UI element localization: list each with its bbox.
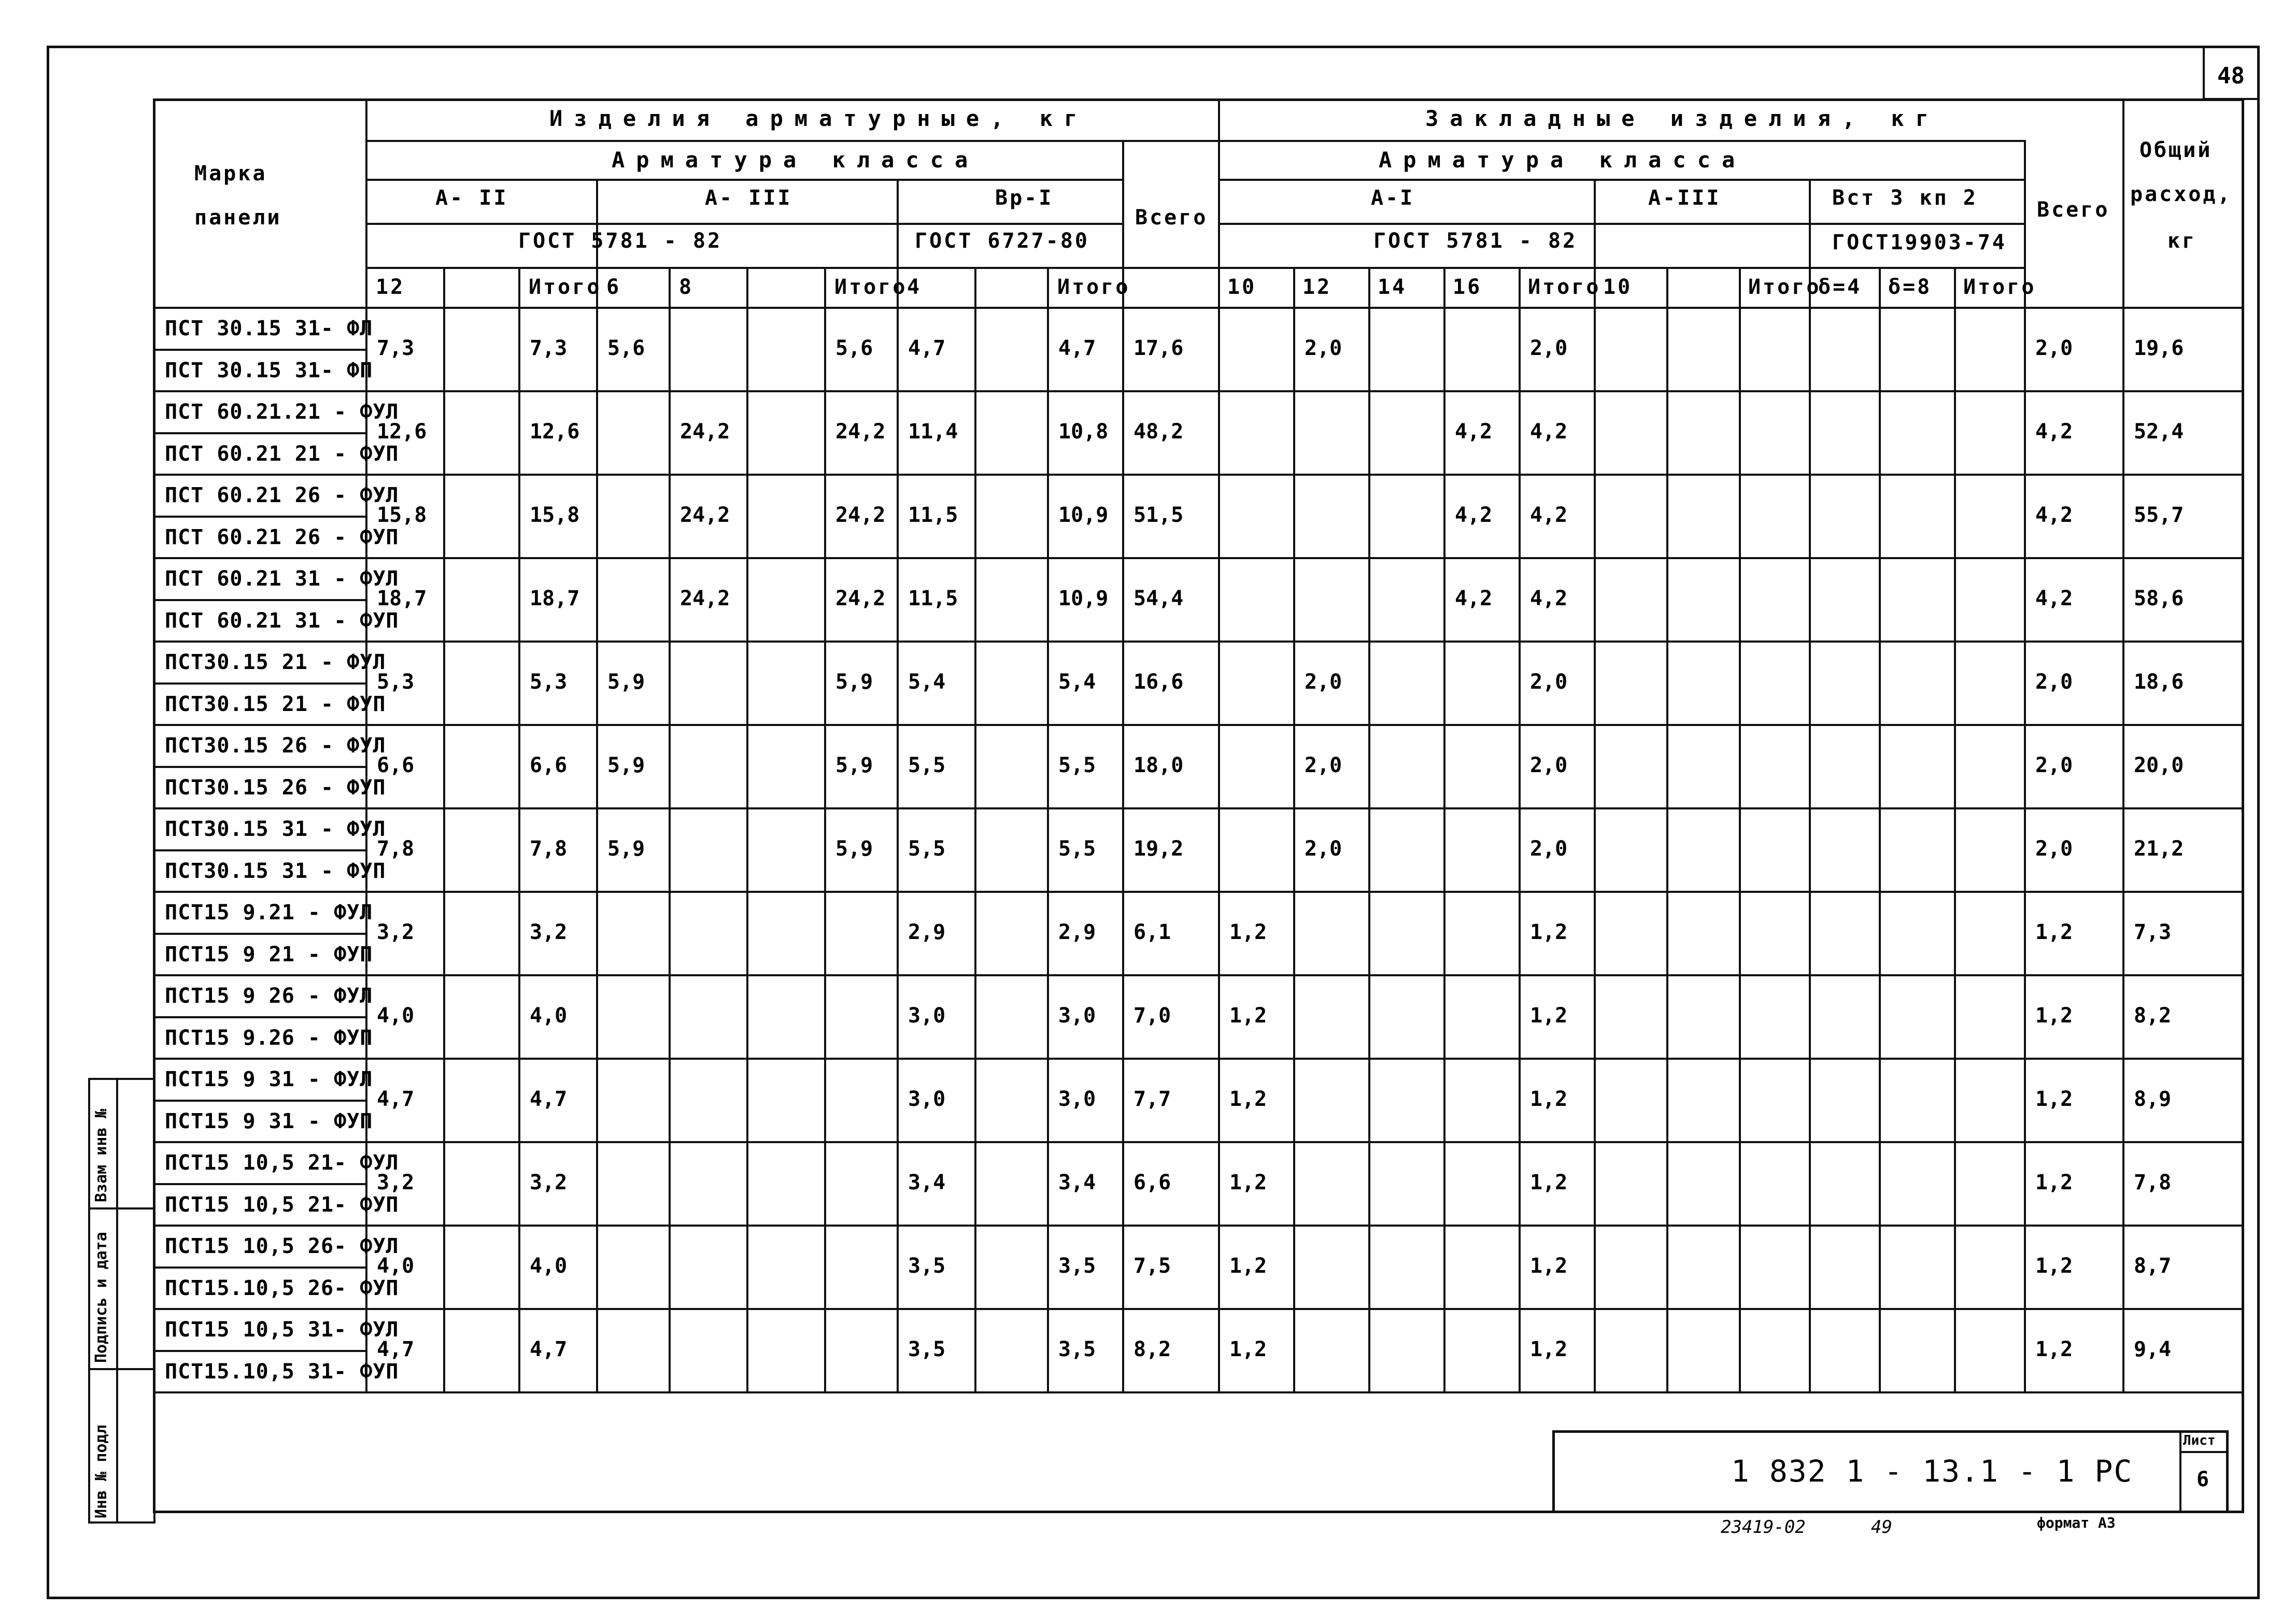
panel-mark: ПСТ 60.21 21 - ФУП (165, 442, 399, 466)
table-cell: 1,2 (2035, 1171, 2073, 1194)
table-cell: 1,2 (1530, 920, 1568, 944)
header-line (365, 179, 1122, 181)
mark-split-line (153, 1016, 365, 1018)
table-cell: 1,2 (2035, 920, 2073, 944)
mark-split-line (153, 1100, 365, 1102)
table-cell: 5,9 (835, 837, 873, 861)
table-cell: 1,2 (1530, 1087, 1568, 1111)
table-cell: 54,4 (1133, 587, 1184, 610)
side-label-replace: Взам инв № (92, 1108, 110, 1202)
header-class: А- III (705, 186, 792, 210)
table-cell: 11,4 (908, 420, 958, 444)
table-cell: 5,5 (1058, 837, 1096, 861)
table-cell: 6,1 (1133, 920, 1171, 944)
table-cell: 4,2 (1455, 587, 1493, 610)
row-line (153, 724, 2244, 726)
mark-split-line (153, 766, 365, 768)
mark-split-line (153, 1350, 365, 1352)
table-cell: 5,9 (607, 753, 645, 777)
row-line (153, 1058, 2244, 1060)
table-cell: 4,7 (377, 1087, 415, 1111)
row-line (153, 1225, 2244, 1227)
table-cell: 5,4 (1058, 670, 1096, 694)
table-cell: 24,2 (680, 587, 730, 610)
side-divider (88, 1368, 155, 1370)
header-subcolumn: Итого (1963, 275, 2036, 299)
panel-mark: ПСТ15 10,5 21- ФУП (165, 1192, 399, 1217)
mark-split-line (153, 516, 365, 518)
grid-line (669, 267, 671, 1391)
panel-mark: ПСТ 60.21 31 - ФУП (165, 608, 399, 633)
table-cell: 19,2 (1133, 837, 1184, 861)
header-reinf-class: Арматура класса (612, 147, 980, 173)
header-subcolumn: 12 (376, 275, 405, 299)
table-cell: 4,7 (908, 336, 946, 360)
header-gost: ГОСТ 5781 - 82 (518, 229, 722, 253)
header-subcolumn: 8 (679, 275, 694, 299)
panel-mark: ПСТ15 9.26 - ФУП (165, 1026, 373, 1050)
mark-split-line (153, 1267, 365, 1269)
table-cell: 21,2 (2134, 837, 2184, 861)
table-cell: 18,7 (377, 587, 427, 610)
table-cell: 2,0 (1530, 753, 1568, 777)
table-cell: 1,2 (1229, 1087, 1267, 1111)
table-cell: 4,2 (2035, 587, 2073, 610)
header-class: Вр-I (995, 186, 1054, 210)
panel-mark: ПСТ15 9 31 - ФУП (165, 1109, 373, 1133)
header-gost: ГОСТ 5781 - 82 (1373, 229, 1578, 253)
table-cell: 3,0 (1058, 1004, 1096, 1028)
table-cell: 52,4 (2134, 420, 2184, 444)
header-subcolumn: 14 (1378, 275, 1407, 299)
table-cell: 18,7 (530, 587, 580, 610)
table-cell: 4,7 (530, 1337, 568, 1361)
panel-mark: ПСТ15 10,5 31- ФУЛ (165, 1318, 399, 1342)
table-cell: 2,0 (1305, 336, 1342, 360)
table-cell: 5,9 (835, 670, 873, 694)
grid-line (518, 267, 520, 1391)
table-cell: 4,0 (377, 1004, 415, 1028)
table-cell: 16,6 (1133, 670, 1184, 694)
table-cell: 2,0 (1530, 670, 1568, 694)
grid-line (596, 179, 598, 1391)
table-cell: 20,0 (2134, 753, 2184, 777)
panel-mark: ПСТ15 9 26 - ФУЛ (165, 984, 373, 1008)
header-mark: панели (194, 206, 282, 230)
grid-line (1594, 179, 1596, 1391)
table-cell: 3,5 (908, 1254, 946, 1278)
table-cell: 1,2 (1229, 920, 1267, 944)
table-cell: 18,6 (2134, 670, 2184, 694)
panel-mark: ПСТ 60.21.21 - ФУЛ (165, 400, 399, 424)
table-cell: 24,2 (835, 587, 886, 610)
header-subcolumn: 10 (1603, 275, 1633, 299)
table-cell: 7,7 (1133, 1087, 1171, 1111)
header-subcolumn: Итого (1528, 275, 1601, 299)
grid-line (1954, 267, 1956, 1391)
panel-mark: ПСТ15.10,5 31- ФУП (165, 1359, 399, 1384)
table-cell: 2,9 (1058, 920, 1096, 944)
header-subcolumn: 16 (1453, 275, 1482, 299)
table-cell: 3,2 (530, 1171, 568, 1194)
table-cell: 7,3 (530, 336, 568, 360)
table-cell: 5,5 (1058, 753, 1096, 777)
table-cell: 2,0 (2035, 837, 2073, 861)
sheet-label: Лист (2183, 1433, 2216, 1448)
header-vsego: Всего (1135, 206, 1208, 230)
table-cell: 7,5 (1133, 1254, 1171, 1278)
table-cell: 51,5 (1133, 503, 1184, 527)
table-cell: 15,8 (530, 503, 580, 527)
header-subcolumn: Итого (1748, 275, 1821, 299)
table-cell: 7,8 (377, 837, 415, 861)
page-number: 48 (2217, 63, 2245, 89)
table-cell: 1,2 (1530, 1254, 1568, 1278)
mark-split-line (153, 933, 365, 935)
panel-mark: ПСТ15 9.21 - ФУЛ (165, 901, 373, 924)
table-cell: 4,2 (1530, 503, 1568, 527)
grid-line (1047, 267, 1049, 1391)
column-line (2122, 98, 2124, 1391)
side-divider (116, 1078, 118, 1524)
header-mark: Марка (194, 162, 267, 186)
panel-mark: ПСТ30.15 26 - ФУП (165, 775, 386, 800)
table-cell: 2,0 (1305, 670, 1342, 694)
header-reinforcement-group: Изделия арматурные, кг (549, 106, 1089, 131)
row-line (153, 474, 2244, 476)
header-class: А- II (435, 186, 508, 210)
table-cell: 3,2 (377, 1171, 415, 1194)
table-cell: 24,2 (835, 420, 886, 444)
table-cell: 1,2 (1229, 1171, 1267, 1194)
table-cell: 8,7 (2134, 1254, 2172, 1278)
table-cell: 1,2 (1530, 1004, 1568, 1028)
header-gost: ГОСТ19903-74 (1832, 231, 2007, 254)
grid-line (1879, 267, 1881, 1391)
table-cell: 12,6 (377, 420, 427, 444)
table-cell: 4,7 (1058, 336, 1096, 360)
grid-line (746, 267, 748, 1391)
table-cell: 3,5 (908, 1337, 946, 1361)
table-cell: 4,2 (1530, 587, 1568, 610)
table-cell: 7,3 (2134, 920, 2172, 944)
grid-line (1666, 267, 1668, 1391)
table-cell: 5,9 (607, 837, 645, 861)
table-cell: 58,6 (2134, 587, 2184, 610)
table-cell: 6,6 (1133, 1171, 1171, 1194)
panel-mark: ПСТ 60.21 26 - ФУП (165, 525, 399, 549)
header-subcolumn: Итого (1057, 275, 1130, 299)
table-cell: 2,0 (1305, 753, 1342, 777)
side-label-signature: Подпись и дата (92, 1232, 110, 1363)
side-divider (88, 1207, 155, 1209)
table-cell: 2,0 (2035, 753, 2073, 777)
table-cell: 1,2 (1229, 1004, 1267, 1028)
table-cell: 17,6 (1133, 336, 1184, 360)
grid-line (443, 267, 445, 1391)
table-cell: 24,2 (835, 503, 886, 527)
row-line (153, 807, 2244, 809)
header-subcolumn: 6 (606, 275, 621, 299)
sheet-number: 6 (2196, 1468, 2209, 1491)
grid-line (824, 267, 826, 1391)
table-cell: 1,2 (1530, 1171, 1568, 1194)
table-cell: 10,9 (1058, 503, 1109, 527)
header-subcolumn: Итого (529, 275, 602, 299)
mark-split-line (153, 849, 365, 851)
table-cell: 2,0 (2035, 670, 2073, 694)
table-cell: 1,2 (2035, 1004, 2073, 1028)
mark-split-line (153, 432, 365, 434)
header-subcolumn: δ=4 (1818, 275, 1862, 299)
panel-mark: ПСТ30.15 26 - ФУЛ (165, 734, 386, 758)
table-border (153, 98, 2244, 1513)
table-cell: 5,6 (835, 336, 873, 360)
table-cell: 1,2 (1530, 1337, 1568, 1361)
table-cell: 12,6 (530, 420, 580, 444)
panel-mark: ПСТ15 10,5 21- ФУЛ (165, 1151, 399, 1175)
table-cell: 15,8 (377, 503, 427, 527)
table-cell: 2,0 (2035, 336, 2073, 360)
header-line (1218, 223, 2024, 225)
table-cell: 3,2 (377, 920, 415, 944)
panel-mark: ПСТ15 9 31 - ФУЛ (165, 1068, 373, 1091)
table-cell: 11,5 (908, 503, 958, 527)
table-cell: 48,2 (1133, 420, 1184, 444)
grid-line (1443, 267, 1445, 1391)
table-cell: 3,5 (1058, 1254, 1096, 1278)
row-line (153, 891, 2244, 893)
header-line (153, 307, 2244, 309)
table-cell: 6,6 (377, 753, 415, 777)
grid-line (974, 267, 976, 1391)
header-line (1218, 179, 2024, 181)
table-cell: 3,4 (908, 1171, 946, 1194)
table-cell: 4,0 (530, 1254, 568, 1278)
panel-mark: ПСТ15.10,5 26- ФУП (165, 1276, 399, 1300)
panel-mark: ПСТ30.15 31 - ФУЛ (165, 817, 386, 841)
table-cell: 24,2 (680, 503, 730, 527)
side-label-inventory: Инв № подл (92, 1425, 110, 1518)
panel-mark: ПСТ 60.21 31 - ФУЛ (165, 567, 399, 591)
body-bottom-line (153, 1391, 2244, 1393)
header-vsego: Всего (2037, 198, 2110, 222)
header-class: А-III (1648, 186, 1721, 210)
format-label: формат А3 (2037, 1514, 2116, 1531)
header-gost: ГОСТ 6727-80 (915, 229, 1089, 253)
table-cell: 5,3 (530, 670, 568, 694)
header-line (365, 140, 2024, 142)
header-total: кг (2167, 229, 2197, 253)
table-cell: 4,2 (1455, 420, 1493, 444)
table-cell: 3,0 (908, 1087, 946, 1111)
header-subcolumn: 10 (1227, 275, 1257, 299)
table-cell: 24,2 (680, 420, 730, 444)
table-cell: 5,3 (377, 670, 415, 694)
grid-line (1368, 267, 1370, 1391)
table-cell: 5,5 (908, 753, 946, 777)
table-cell: 2,0 (1305, 837, 1342, 861)
table-cell: 3,0 (1058, 1087, 1096, 1111)
table-cell: 1,2 (2035, 1337, 2073, 1361)
mark-split-line (153, 1183, 365, 1185)
table-cell: 8,2 (1133, 1337, 1171, 1361)
table-cell: 7,0 (1133, 1004, 1171, 1028)
table-cell: 18,0 (1133, 753, 1184, 777)
panel-mark: ПСТ15 9 21 - ФУП (165, 942, 373, 966)
table-cell: 1,2 (2035, 1087, 2073, 1111)
table-cell: 10,9 (1058, 587, 1109, 610)
grid-line (897, 179, 899, 1391)
table-cell: 5,9 (607, 670, 645, 694)
table-cell: 3,2 (530, 920, 568, 944)
mark-split-line (153, 349, 365, 351)
table-cell: 10,8 (1058, 420, 1109, 444)
table-cell: 5,4 (908, 670, 946, 694)
table-cell: 5,9 (835, 753, 873, 777)
table-cell: 4,2 (2035, 420, 2073, 444)
grid-line (1809, 179, 1811, 1391)
table-cell: 9,4 (2134, 1337, 2172, 1361)
column-line (2024, 140, 2026, 1391)
panel-mark: ПСТ30.15 21 - ФУЛ (165, 650, 386, 674)
row-line (153, 641, 2244, 643)
header-subcolumn: 4 (907, 275, 922, 299)
header-class: А-I (1371, 186, 1415, 210)
table-cell: 3,0 (908, 1004, 946, 1028)
panel-mark: ПСТ15 10,5 26- ФУЛ (165, 1234, 399, 1258)
document-code: 1 832 1 - 13.1 - 1 РС (1731, 1454, 2133, 1489)
table-cell: 1,2 (1229, 1337, 1267, 1361)
grid-line (1519, 267, 1521, 1391)
column-line (1218, 98, 1220, 1391)
row-line (153, 390, 2244, 392)
table-cell: 5,5 (908, 837, 946, 861)
header-total: Общий (2139, 138, 2213, 162)
panel-mark: ПСТ 30.15 31- ФЛ (165, 317, 373, 340)
table-cell: 4,2 (1530, 420, 1568, 444)
table-cell: 3,4 (1058, 1171, 1096, 1194)
table-cell: 8,9 (2134, 1087, 2172, 1111)
table-cell: 4,0 (530, 1004, 568, 1028)
table-cell: 2,0 (1530, 837, 1568, 861)
panel-mark: ПСТ 60.21 26 - ФУЛ (165, 483, 399, 507)
table-cell: 8,2 (2134, 1004, 2172, 1028)
row-line (153, 1308, 2244, 1310)
table-cell: 19,6 (2134, 336, 2184, 360)
table-cell: 55,7 (2134, 503, 2184, 527)
column-line (1122, 140, 1124, 1391)
panel-mark: ПСТ30.15 31 - ФУП (165, 859, 386, 883)
mark-split-line (153, 599, 365, 601)
row-line (153, 557, 2244, 559)
table-cell: 4,2 (2035, 503, 2073, 527)
archive-number: 23419-02 (1721, 1517, 1806, 1538)
header-total: расход, (2130, 182, 2232, 206)
mark-split-line (153, 682, 365, 685)
table-cell: 4,2 (1455, 503, 1493, 527)
table-cell: 1,2 (1229, 1254, 1267, 1278)
header-embedded-group: Закладные изделия, кг (1425, 106, 1940, 131)
table-cell: 11,5 (908, 587, 958, 610)
panel-mark: ПСТ30.15 21 - ФУП (165, 692, 386, 716)
header-line (365, 223, 1122, 225)
grid-line (1293, 267, 1295, 1391)
table-cell: 6,6 (530, 753, 568, 777)
panel-mark: ПСТ 30.15 31- ФП (165, 358, 373, 382)
row-line (153, 1141, 2244, 1143)
table-cell: 2,0 (1530, 336, 1568, 360)
table-cell: 3,5 (1058, 1337, 1096, 1361)
header-line (365, 267, 2024, 269)
archive-page: 49 (1871, 1517, 1892, 1538)
header-subcolumn: Итого (834, 275, 908, 299)
table-cell: 4,7 (530, 1087, 568, 1111)
table-cell: 2,9 (908, 920, 946, 944)
header-subcolumn: 12 (1302, 275, 1332, 299)
header-subcolumn: δ=8 (1888, 275, 1932, 299)
header-emb-class: Арматура класса (1379, 147, 1747, 173)
table-cell: 4,0 (377, 1254, 415, 1278)
table-cell: 1,2 (2035, 1254, 2073, 1278)
header-class: Вст 3 кп 2 (1832, 186, 1978, 210)
table-cell: 7,8 (530, 837, 568, 861)
table-cell: 7,3 (377, 336, 415, 360)
table-cell: 7,8 (2134, 1171, 2172, 1194)
table-cell: 4,7 (377, 1337, 415, 1361)
table-cell: 5,6 (607, 336, 645, 360)
row-line (153, 974, 2244, 976)
grid-line (1739, 267, 1741, 1391)
